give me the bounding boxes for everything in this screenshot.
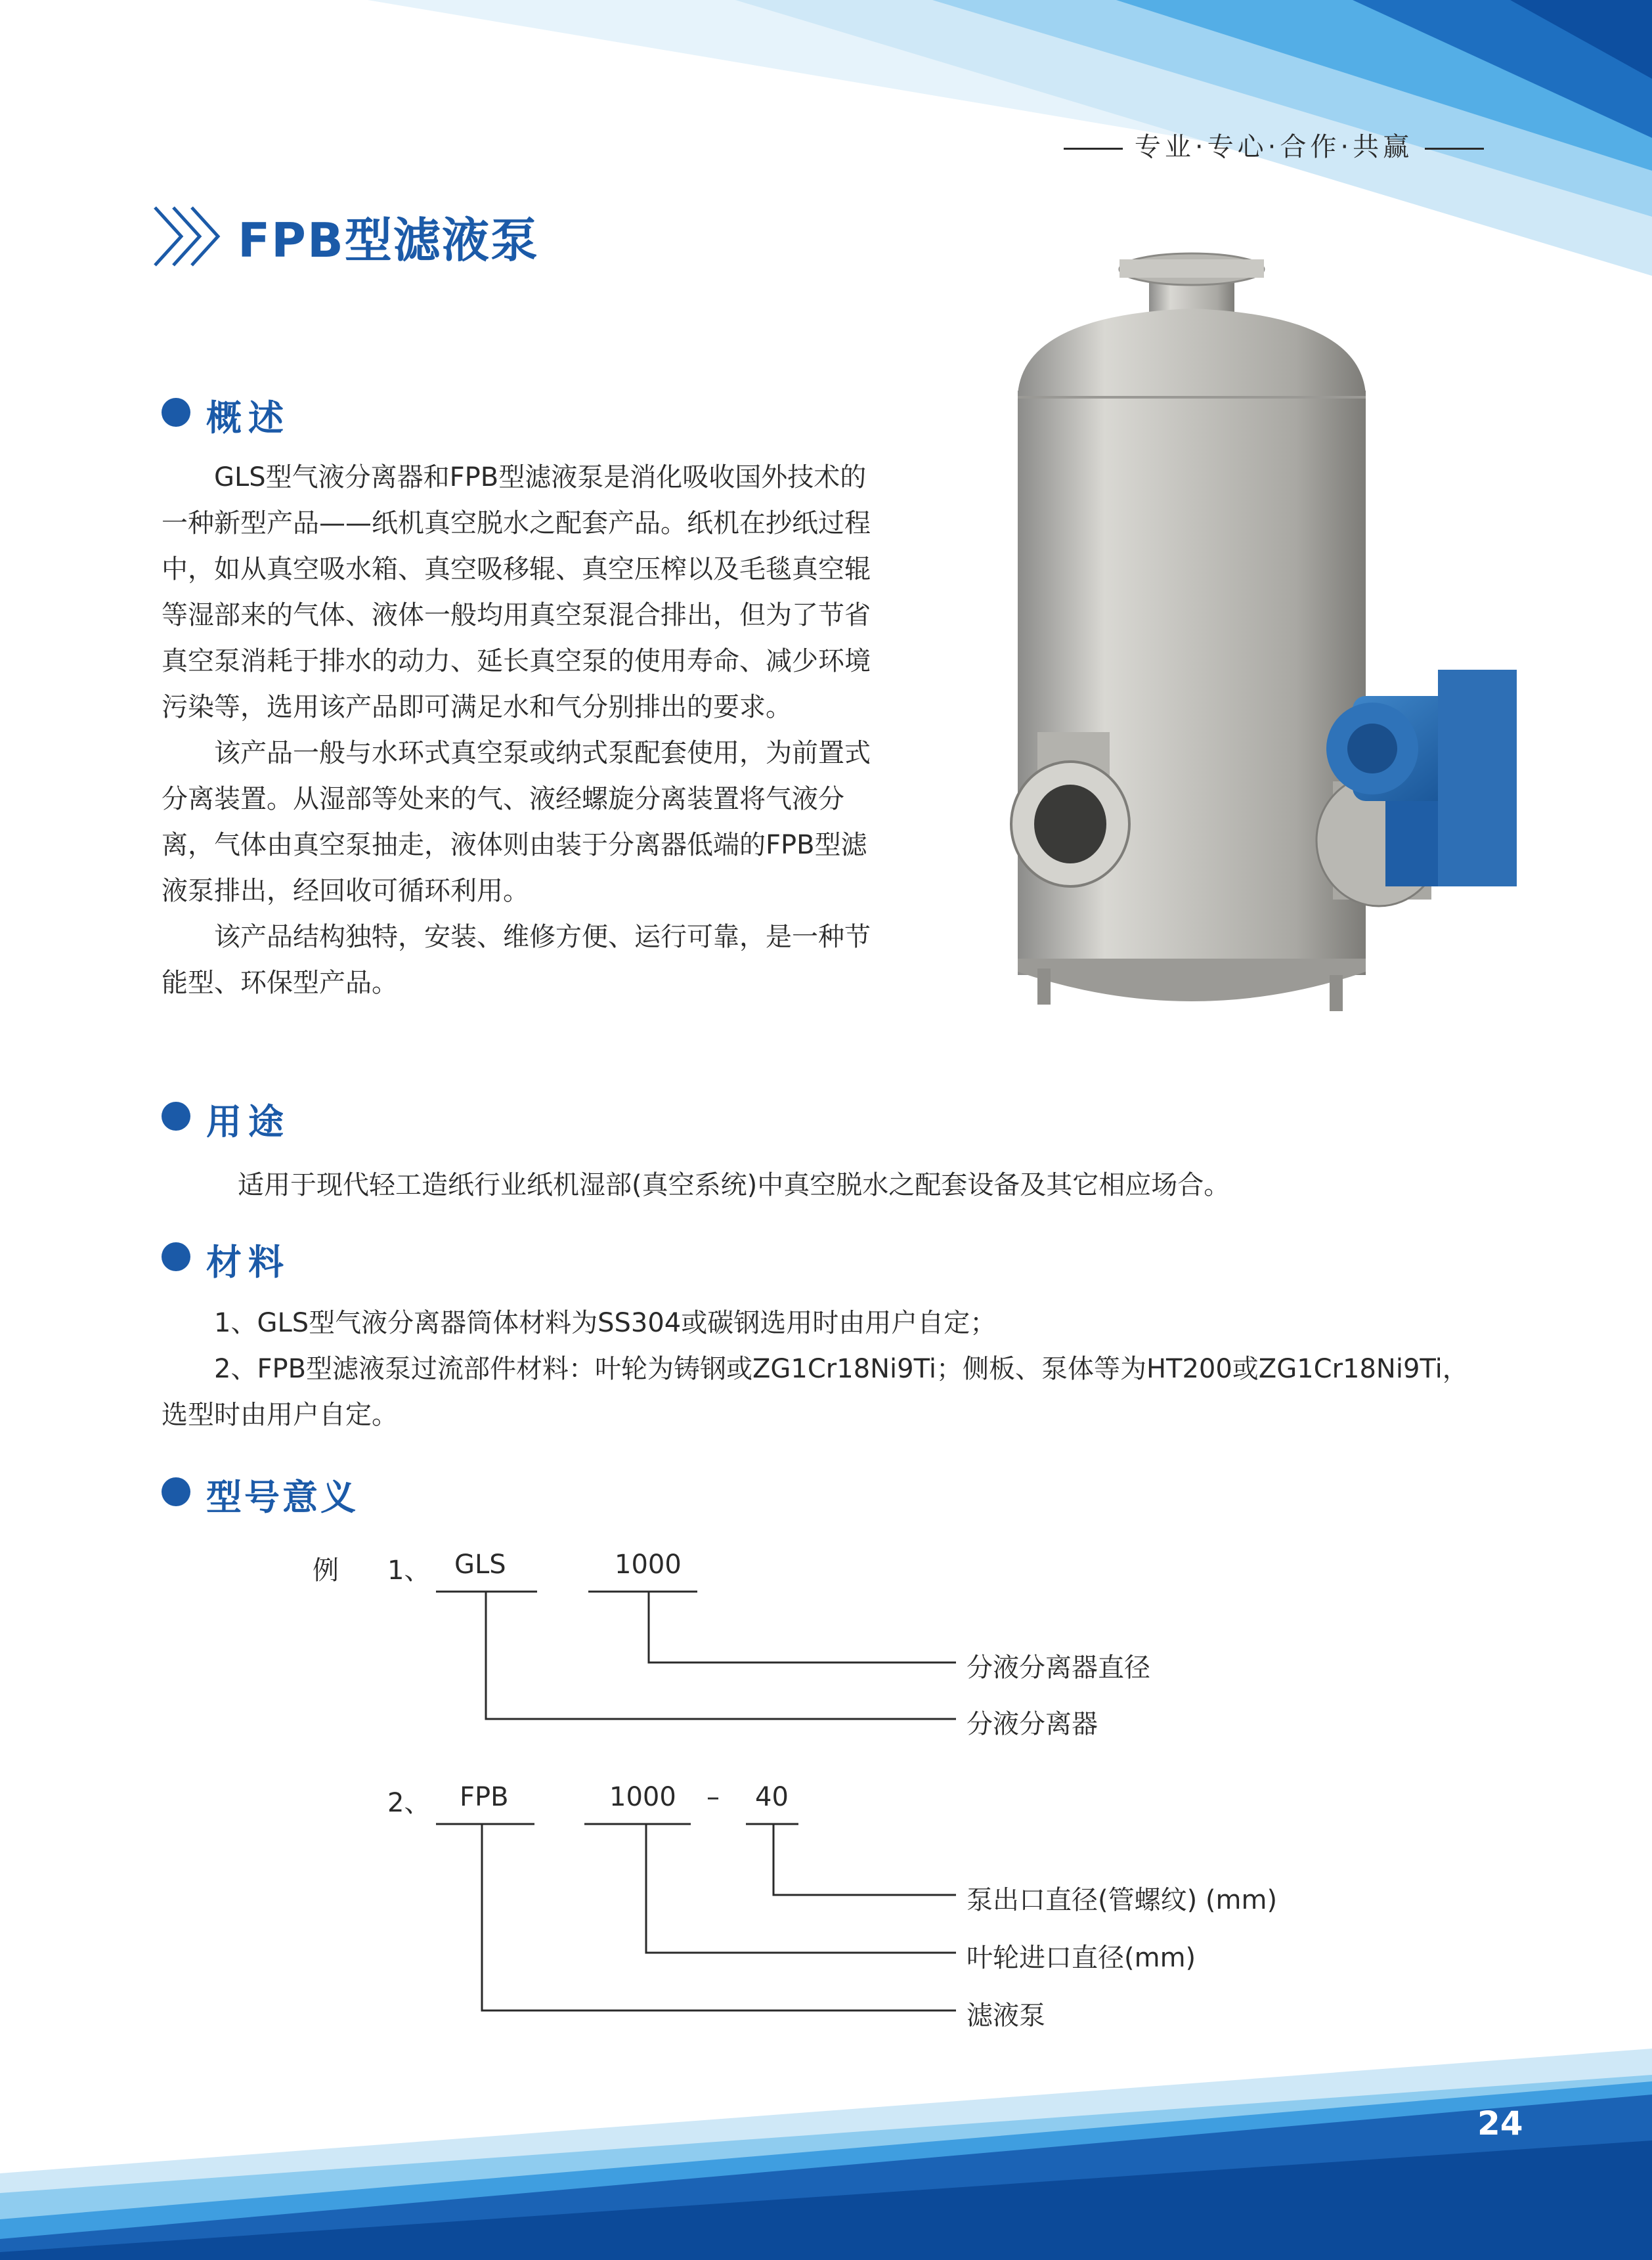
ex2-label-inlet: 叶轮进口直径(mm) — [967, 1943, 1196, 1973]
slogan — [1044, 126, 1504, 163]
overview-text — [162, 454, 884, 1006]
overview-paragraph-1: GLS型气液分离器和FPB型滤液泵是消化吸收国外技术的一种新型产品——纸机真空脱水之配套产品。纸机在抄纸过程中，如从真空吸水箱、真空吸移辊、真空压榨以及毛毯真空辊等湿部来的气体、液体一般均用真空泵混合排出，但为了节省真空泵消耗于排水的动力、延长真空泵的使用寿命、减少环境污染等，选用该产品即可满足水和气分别排出的要求。 — [162, 462, 871, 722]
section-bullet-icon — [162, 398, 190, 427]
ex2-code-inlet: 1000 — [609, 1782, 676, 1812]
ex2-index: 2、 — [387, 1788, 431, 1818]
ex1-index: 1、 — [387, 1555, 431, 1586]
ex2-code-outlet: 40 — [755, 1782, 789, 1812]
ex2-label-outlet: 泵出口直径(管螺纹) (mm) — [967, 1885, 1278, 1915]
overview-paragraph-2: 该产品一般与水环式真空泵或纳式泵配套使用，为前置式分离装置。从湿部等处来的气、液经螺旋分离装置将气液分离，气体由真空泵抽走，液体则由装于分离器低端的FPB型滤液泵排出，经回收可循环利用。 — [162, 738, 871, 906]
section-title-model: 型号意义 — [206, 1477, 359, 1518]
section-bullet-icon — [162, 1477, 190, 1506]
example-label: 例 — [313, 1555, 339, 1586]
ex1-label-diameter: 分液分离器直径 — [967, 1653, 1150, 1683]
section-title-overview: 概述 — [206, 397, 290, 439]
material-item-2: 2、FPB型滤液泵过流部件材料：叶轮为铸钢或ZG1Cr18Ni9Ti；侧板、泵体等为HT200或ZG1Cr18Ni9Ti，选型时由用户自定。 — [162, 1354, 1469, 1430]
section-title-usage: 用途 — [206, 1101, 290, 1142]
page-number: 24 — [1477, 2104, 1523, 2142]
product-image — [985, 243, 1523, 1051]
section-bullet-icon — [162, 1102, 190, 1131]
usage-text: 适用于现代轻工造纸行业纸机湿部(真空系统)中真空脱水之配套设备及其它相应场合。 — [238, 1170, 1230, 1200]
page-title: FPB型滤液泵 — [238, 213, 539, 268]
ex2-label-pump: 滤液泵 — [967, 2001, 1045, 2031]
material-item-1: 1、GLS型气液分离器筒体材料为SS304或碳钢选用时由用户自定； — [214, 1308, 997, 1338]
footer-decoration — [0, 2022, 1652, 2260]
model-diagram — [0, 1536, 1652, 2022]
overview-paragraph-3: 该产品结构独特，安装、维修方便、运行可靠，是一种节能型、环保型产品。 — [162, 922, 871, 998]
slogan-text: 专业·专心·合作·共赢 — [1134, 132, 1414, 162]
section-bullet-icon — [162, 1242, 190, 1271]
title-chevron-icon — [152, 205, 225, 268]
ex1-code-gls: GLS — [454, 1550, 506, 1580]
ex1-code-diameter: 1000 — [615, 1550, 682, 1580]
section-title-material: 材料 — [206, 1242, 290, 1283]
ex2-code-fpb: FPB — [460, 1782, 509, 1812]
ex1-label-separator: 分液分离器 — [967, 1709, 1098, 1739]
material-text — [162, 1300, 1494, 1438]
ex2-dash: – — [706, 1782, 720, 1812]
